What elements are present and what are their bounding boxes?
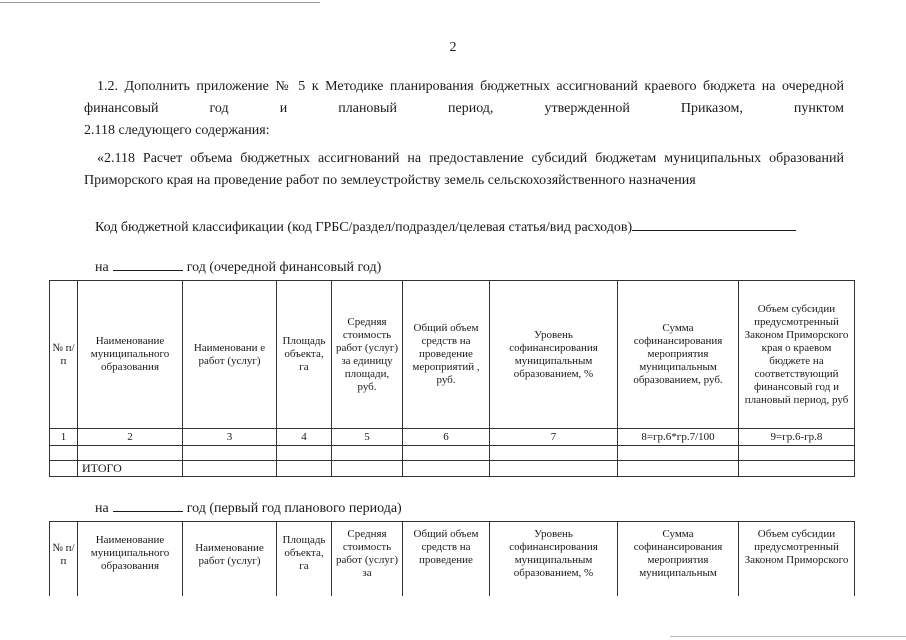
- table1-number-cell: 5: [332, 429, 403, 446]
- table1-header-cell: Сумма софинансирования мероприятия муниципальным образованием, руб.: [618, 281, 739, 429]
- table1-header-cell: Наименование муниципального образования: [78, 281, 183, 429]
- table2-header-cell: Наименование муниципального образования: [78, 522, 183, 597]
- paragraph-1-line-1: 1.2. Дополнить приложение № 5 к Методике планирования бюджетных ассигнований краевого бюджета на очередной финансовый год и плановый период, утвержденной Приказом, пунктом: [84, 79, 844, 116]
- table2-clip: [49, 521, 855, 596]
- table2-header-cell: Общий объем средств на проведение: [403, 522, 490, 597]
- budget-code-blank: [632, 218, 796, 231]
- top-edge-line: [0, 2, 320, 3]
- table2-header-cell: № п/п: [50, 522, 78, 597]
- table1-header-cell: Площадь объекта, га: [277, 281, 332, 429]
- table1-number-cell: 6: [403, 429, 490, 446]
- table1-number-cell: 1: [50, 429, 78, 446]
- table2-header-cell: Уровень софинансирования муниципальным образованием, %: [490, 522, 618, 597]
- table2-year-blank: [113, 499, 183, 512]
- table2-header-cell: Средняя стоимость работ (услуг) за: [332, 522, 403, 597]
- bottom-edge-line: [670, 636, 906, 637]
- table1-total-label: ИТОГО: [78, 461, 183, 477]
- table1-number-cell: 2: [78, 429, 183, 446]
- page-number: 2: [449, 40, 457, 55]
- table1-year-blank: [113, 258, 183, 271]
- table1-header-cell: Уровень софинансирования муниципальным образованием, %: [490, 281, 618, 429]
- table1-number-cell: 8=гр.6*гр.7/100: [618, 429, 739, 446]
- table2-year-line: [95, 499, 402, 517]
- table2-header-row: [50, 522, 855, 597]
- paragraph-1-line-2: 2.118 следующего содержания:: [84, 123, 270, 138]
- table2-header-cell: Наименование работ (услуг): [183, 522, 277, 597]
- table1-number-cell: 7: [490, 429, 618, 446]
- table1-header-cell: Объем субсидии предусмотренный Законом Приморского края о краевом бюджете на соответствующий финансовый год и плановый период, руб: [739, 281, 855, 429]
- budget-code-line: [95, 218, 796, 236]
- table1-number-cell: 9=гр.6-гр.8: [739, 429, 855, 446]
- paragraph-2: «2.118 Расчет объема бюджетных ассигнований на предоставление субсидий бюджетам муниципальных образований Приморского края на проведение работ по землеустройству земель сельскохозяйственного назначения: [84, 151, 844, 188]
- table1-number-cell: 3: [183, 429, 277, 446]
- table1-header-cell: Наименовани е работ (услуг): [183, 281, 277, 429]
- table2-header-cell: Площадь объекта, га: [277, 522, 332, 597]
- table1-empty-row: [50, 446, 855, 461]
- table-first-plan-year: [49, 521, 855, 596]
- table1-number-row: [50, 429, 855, 446]
- table2-year-prefix: на: [95, 501, 109, 516]
- table1-header-cell: № п/п: [50, 281, 78, 429]
- table1-header-cell: Средняя стоимость работ (услуг) за единицу площади, руб.: [332, 281, 403, 429]
- table1-year-line: [95, 258, 381, 276]
- table1-year-suffix: год (очередной финансовый год): [186, 260, 382, 275]
- table1-total-row: [50, 461, 855, 477]
- table2-header-cell: Объем субсидии предусмотренный Законом Приморского: [739, 522, 855, 597]
- table1-number-cell: 4: [277, 429, 332, 446]
- table2-header-cell: Сумма софинансирования мероприятия муниципальным: [618, 522, 739, 597]
- budget-code-label: Код бюджетной классификации (код ГРБС/раздел/подраздел/целевая статья/вид расходов): [95, 220, 633, 235]
- table1-year-prefix: на: [95, 260, 109, 275]
- table1-header-row: [50, 281, 855, 429]
- table1-header-cell: Общий объем средств на проведение мероприятий , руб.: [403, 281, 490, 429]
- table-current-year: [49, 280, 855, 477]
- table2-year-suffix: год (первый год планового периода): [186, 501, 402, 516]
